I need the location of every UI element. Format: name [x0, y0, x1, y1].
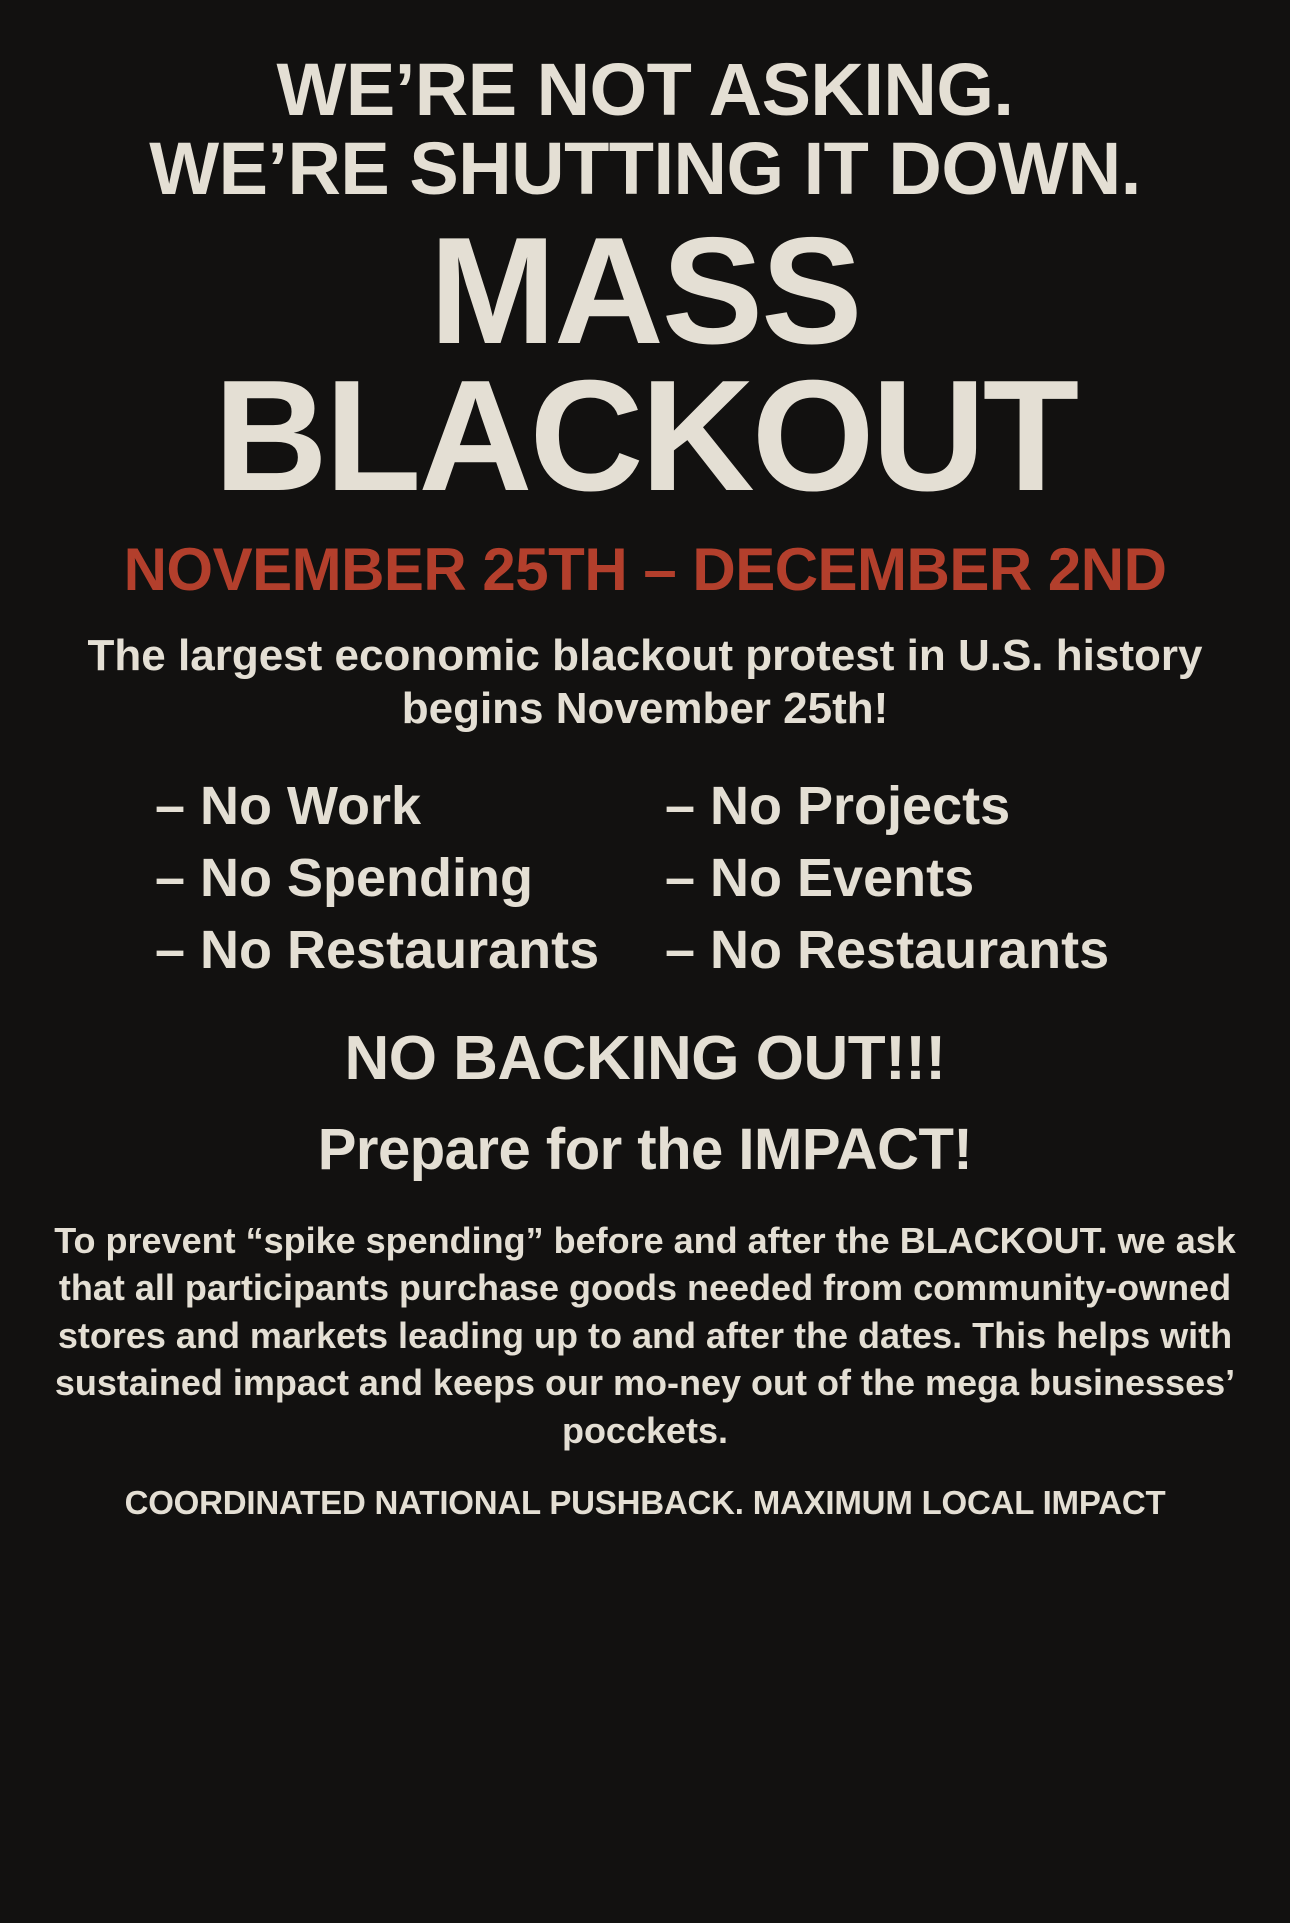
headline-line-2: WE’RE SHUTTING IT DOWN.: [149, 126, 1141, 210]
footer-tagline: COORDINATED NATIONAL PUSHBACK. MAXIMUM LOCAL IMPACT: [124, 1484, 1166, 1522]
list-item: – No Restaurants: [665, 920, 1110, 981]
list-item: – No Spending: [155, 848, 533, 909]
list-item: – No Projects: [665, 775, 1011, 836]
title-line-1: MASS: [429, 205, 861, 376]
event-dates: NOVEMBER 25TH – DECEMBER 2ND: [123, 536, 1167, 604]
title-line-2: BLACKOUT: [213, 347, 1077, 524]
list-item: – No Restaurants: [155, 920, 600, 981]
demands-column-right: [665, 770, 1195, 987]
prepare-line: Prepare for the IMPACT!: [317, 1116, 973, 1182]
headline-line-1: WE’RE NOT ASKING.: [276, 48, 1014, 131]
call-to-action: NO BACKING OUT!!!: [344, 1023, 946, 1093]
list-item: – No Events: [665, 848, 975, 909]
demands-column-left: [95, 770, 625, 987]
body-copy: [45, 1217, 1245, 1455]
subheadline: The largest economic blackout protest in U.S. history begins November 25th!: [87, 631, 1203, 733]
list-item: – No Work: [155, 775, 422, 836]
demands-lists: [40, 770, 1250, 987]
body-copy-text: To prevent “spike spending” before and after the BLACKOUT. we ask that all participants purchase goods needed from community-owned stores and markets leading up to and after the dates. This helps with sustained impact and keeps our mo-ney out of the mega businesses’ pocckets.: [54, 1219, 1236, 1451]
